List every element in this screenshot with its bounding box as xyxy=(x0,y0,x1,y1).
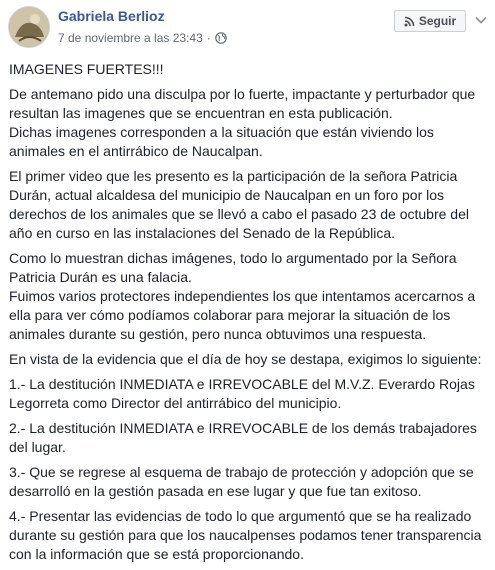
follow-button[interactable] xyxy=(394,10,466,32)
post-paragraph: El primer video que les presento es la participación de la señora Patricia Durán, actual alcaldesa del municipio de Naucalpan en un foro por los derechos de los animales que se llevó a cabo el pasado 23 de octubre del año en curso en las instalaciones del Senado de la República. xyxy=(9,168,469,241)
post-paragraph: En vista de la evidencia que el día de hoy se destapa, exigimos lo siguiente: xyxy=(9,351,482,367)
post-meta xyxy=(58,31,227,45)
post-paragraph: De antemano pido una disculpa por lo fuerte, impactante y perturbador que resultan las imagenes que se encuentran en esta publicación. Dichas imagenes corresponden a la situación que están viviendo los animales en el antirrábico de Naucalpan. xyxy=(9,86,476,159)
post-paragraph: 3.- Que se regrese al esquema de trabajo de protección y adopción que se desarrolló en la gestión pasada en ese lugar y que fue tan exitoso. xyxy=(9,464,474,499)
avatar[interactable] xyxy=(8,6,50,48)
follow-label: Seguir xyxy=(418,14,457,28)
rss-icon xyxy=(404,16,415,27)
globe-icon[interactable] xyxy=(215,32,227,44)
author-name[interactable]: Gabriela Berlioz xyxy=(58,8,165,24)
meta-separator: · xyxy=(206,31,211,45)
avatar-photo-icon xyxy=(9,7,49,47)
post-paragraph: 1.- La destitución INMEDIATA e IRREVOCABLE del M.V.Z. Everardo Rojas Legorreta como Director del antirrábico del municipio. xyxy=(9,376,475,411)
post-body xyxy=(9,60,487,570)
post-paragraph: 2.- La destitución INMEDIATA e IRREVOCABLE de los demás trabajadores del lugar. xyxy=(9,420,477,455)
chevron-down-icon[interactable] xyxy=(474,14,488,26)
post-paragraph: IMAGENES FUERTES!!! xyxy=(9,61,164,77)
post-header xyxy=(0,0,495,56)
post-timestamp[interactable]: 7 de noviembre a las 23:43 xyxy=(58,31,203,45)
post-paragraph: Como lo muestran dichas imágenes, todo lo argumentado por la Señora Patricia Durán es una falacia. Fuimos varios protectores independientes los que intentamos acercarnos a ella para ver cómo podíamos colaborar para mejorar la situación de los animales durante su gestión, pero nunca obtuvimos una respuesta. xyxy=(9,250,476,342)
post-paragraph: 4.- Presentar las evidencias de todo lo que argumentó que se ha realizado durante su gestión para que los naucalpenses podamos tener transparencia con la información que se está proporcionando. xyxy=(9,508,482,562)
